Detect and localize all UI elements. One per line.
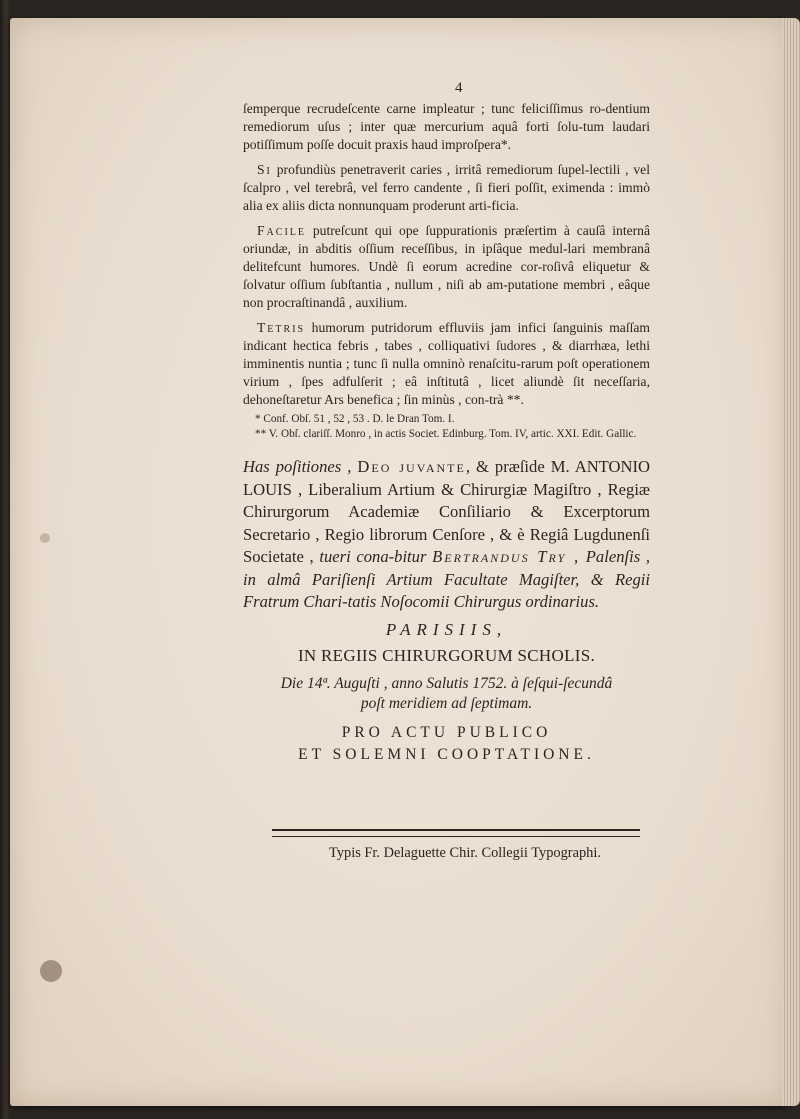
main-text: [243, 100, 650, 766]
date-line: Die 14ª. Auguſti , anno Salutis 1752. à ſeſqui-ſecundâ poſt meridiem ad ſeptimam.: [280, 674, 613, 712]
ink-spot: [40, 533, 50, 543]
page-edge: [782, 18, 800, 1106]
printer-rule: [272, 829, 640, 837]
ink-spot: [40, 960, 62, 982]
printer-imprint: Typis Fr. Delaguette Chir. Collegii Typographi.: [329, 845, 601, 861]
paragraph: Facile putreſcunt qui ope ſuppurationis præſertim à cauſâ internâ oriundæ, in abditis oſſium receſſibus, in ipſâque medul-lari membranâ delitefcunt humores. Undè ſi eorum acredine cor-roſivâ eliquetur & ſolvatur oſſium ſubſtantia , nullum , niſi ab am-putatione membri , eâque non procraſtinandâ , auxilium.: [243, 223, 650, 310]
dedication: Has poſitiones , Deo juvante, & præſide M. ANTONIO LOUIS , Liberalium Artium & Chirurgiæ Magiſtro , Regiæ Chirurgorum Academiæ Conſiliario & Excerptorum Secretario , Regio librorum Cenſore , & è Regiâ Lugdunenſi Societate , tueri cona-bitur Bertrandus Try , Palenſis , in almâ Pariſienſi Artium Facultate Magiſter, & Regii Fratrum Chari-tatis Noſocomii Chirurgus ordinarius.: [243, 457, 651, 611]
venue-line: IN REGIIS CHIRURGORUM SCHOLIS.: [297, 645, 596, 665]
act-line: PRO ACTU PUBLICO ET SOLEMNI COOPTATIONE.: [298, 723, 595, 763]
paragraph: Tetris humorum putridorum effluviis jam infici ſanguinis maſſam indicant hectica febris , tabes , colliquativi ſudores , & diarrhæa, lethi imminentis nuntia ; tunc ſi nulla omninò renaſcitu-rarum poſt operationem virium , ſpes adfulſerit ; eâ inſtitutâ , licet aliundè ſit neceſſaria, dehoneſtaretur Ars benefica ; ſin minùs , con-trà **.: [243, 320, 650, 407]
place-line: PARISIIS,: [385, 619, 508, 639]
footnote: * Conf. Obſ. 51 , 52 , 53 . D. le Dran Tom. I.: [255, 413, 455, 425]
footnote: ** V. Obſ. clariſſ. Monro , in actis Societ. Edinburg. Tom. IV, artic. XXI. Edit. Gallic.: [255, 428, 637, 440]
page-number: 4: [455, 80, 463, 96]
paragraph: ſemperque recrudeſcente carne impleatur ; tunc feliciſſimus ro-dentium remediorum uſus ; inter quæ mercurium aquâ forti ſolu-tum laudari potiſſimum poſſe docuit praxis haud improſpera*.: [243, 101, 650, 152]
paragraph: Si profundiùs penetraverit caries , irritâ remediorum ſupel-lectili , vel ſcalpro , vel terebrâ, vel ferro candente , ſi fieri poſſit, eximenda : immò alia ex aliis dicta nonnunquam proderunt arti-ficia.: [243, 162, 650, 213]
